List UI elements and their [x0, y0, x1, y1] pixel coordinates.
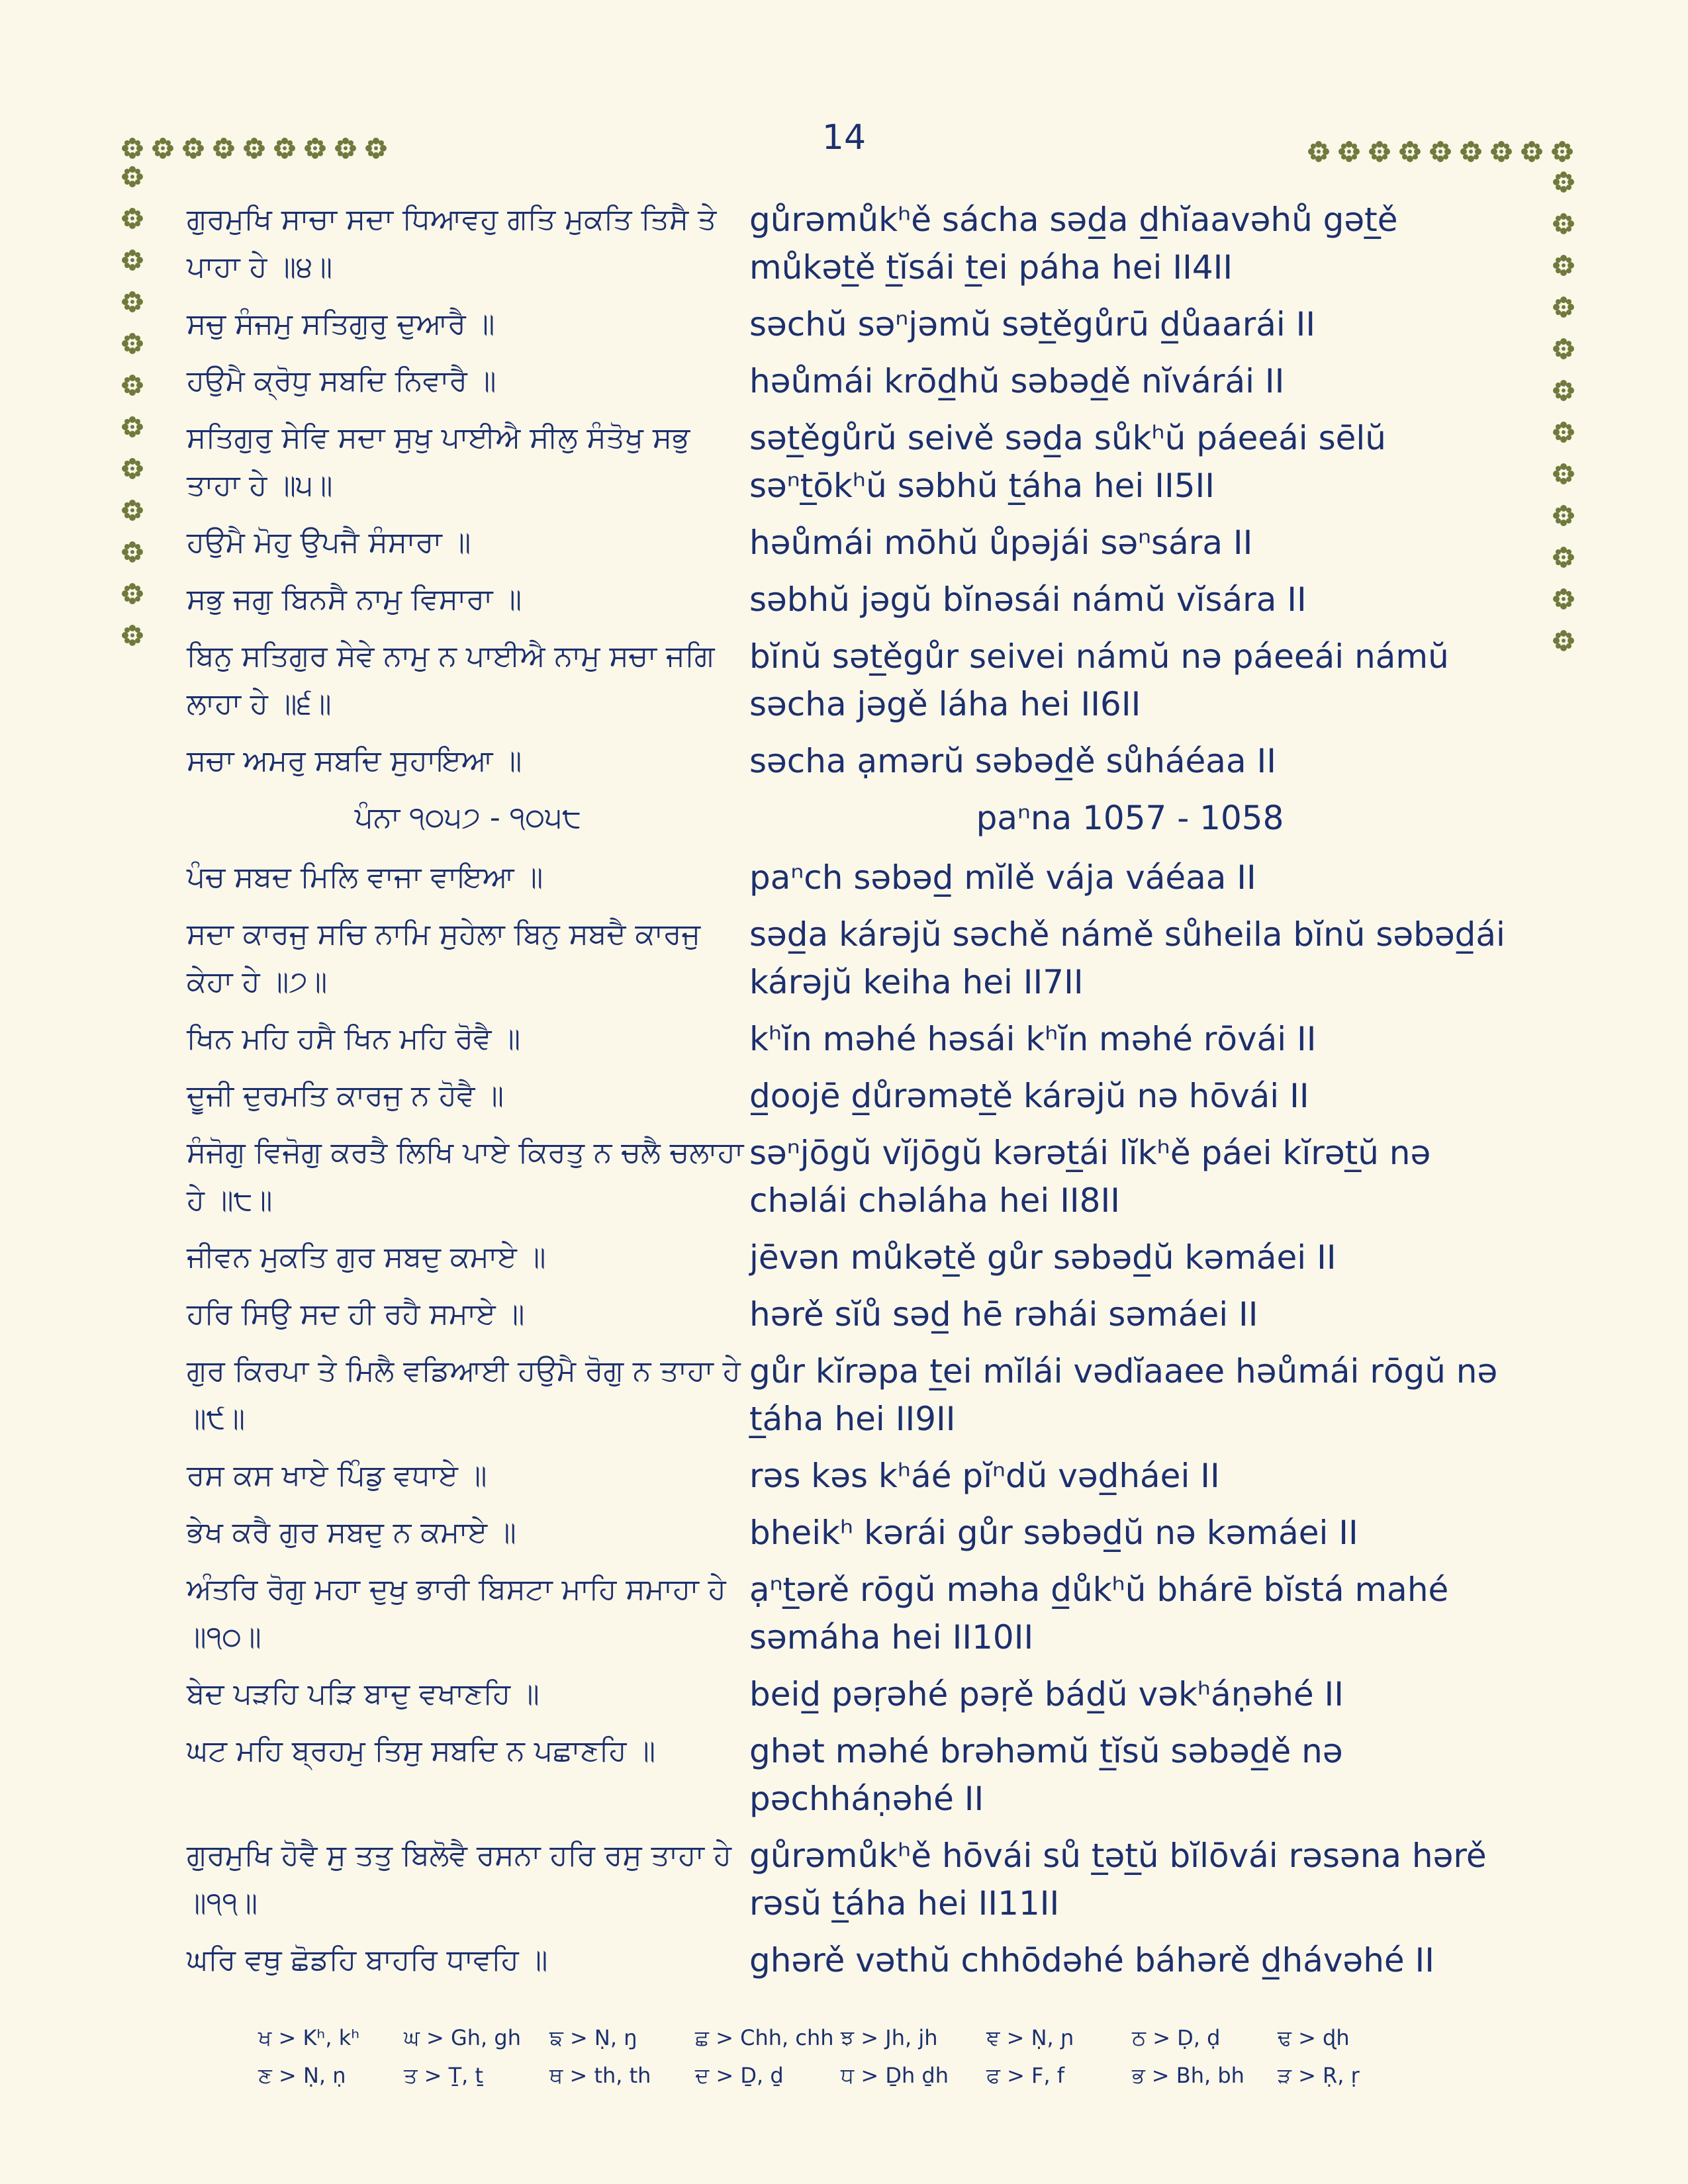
legend-item: ਛ > Chh, chh: [695, 2025, 834, 2050]
verse-row: [187, 1015, 1517, 1063]
flower-ornament-icon: [1552, 629, 1575, 652]
legend-item: ਭ > Bh, bh: [1132, 2063, 1244, 2088]
verse-row: [187, 1566, 1517, 1661]
flower-ornament-icon: [121, 249, 144, 271]
transliteration-line: səcha ạmərŭ səbəd̲ě sůháéaa II: [749, 742, 1276, 780]
transliteration-line: ghət məhé brəhəmŭ t̲ĭsŭ səbəd̲ě nə pəchháṇəhé II: [749, 1732, 1343, 1818]
gurmukhi-line: ਹਉਮੈ ਕ੍ਰੋਧੁ ਸਬਦਿ ਨਿਵਾਰੈ ॥: [187, 364, 496, 398]
transliteration-line: gůrəmůkʰě hōvái sů t̲ət̲ŭ bĭlōvái rəsəna hərě rəsŭ t̲áha hei II11II: [749, 1837, 1487, 1923]
gurmukhi-line: ਬੇਦ ਪੜਹਿ ਪੜਿ ਬਾਦੁ ਵਖਾਣਹਿ ॥: [187, 1677, 539, 1711]
legend-item: ਞ > Ṇ, ɲ: [986, 2025, 1074, 2050]
gurmukhi-line: ਹਰਿ ਸਿਉ ਸਦ ਹੀ ਰਹੈ ਸਮਾਏ ॥: [187, 1297, 525, 1331]
legend-item: ਤ > Ṯ, ṯ: [404, 2063, 484, 2088]
legend-item: ਙ > Ṇ, ŋ: [549, 2025, 637, 2050]
gurmukhi-line: ਸਭੁ ਜਗੁ ਬਿਨਸੈ ਨਾਮੁ ਵਿਸਾਰਾ ॥: [187, 582, 522, 616]
flower-ornament-icon: [152, 137, 174, 159]
flower-ornament-icon: [121, 624, 144, 647]
transliteration-line: gůr kĭrəpa t̲ei mĭlái vədĭaaee həůmái rōgŭ nə t̲áha hei II9II: [749, 1352, 1498, 1438]
gurmukhi-line: ਖਿਨ ਮਹਿ ਹਸੈ ਖਿਨ ਮਹਿ ਰੋਵੈ ॥: [187, 1022, 521, 1056]
transliteration-line: səbhŭ jəgŭ bĭnəsái námŭ vĭsára II: [749, 580, 1307, 619]
transliteration-line: d̲oojē d̲ůrəmət̲ě kárəjŭ nə hōvái II: [749, 1077, 1309, 1115]
gurmukhi-line: ਭੇਖ ਕਰੈ ਗੁਰ ਸਬਦੁ ਨ ਕਮਾਏ ॥: [187, 1516, 516, 1549]
transliteration-line: rəs kəs kʰáé pĭⁿdŭ vəd̲háei II: [749, 1457, 1220, 1495]
gurmukhi-line: ਘਟ ਮਹਿ ਬ੍ਰਹਮੁ ਤਿਸੁ ਸਬਦਿ ਨ ਪਛਾਣਹਿ ॥: [187, 1734, 656, 1768]
transliteration-line: hərě sĭů səd̲ hē rəhái səmáei II: [749, 1295, 1258, 1334]
gurmukhi-line: ਘਰਿ ਵਥੁ ਛੋਡਹਿ ਬਾਹਰਿ ਧਾਵਹਿ ॥: [187, 1943, 548, 1977]
gurmukhi-line: ਬਿਨੁ ਸਤਿਗੁਰ ਸੇਵੇ ਨਾਮੁ ਨ ਪਾਈਐ ਨਾਮੁ ਸਚਾ ਜਗਿ ਲਾਹਾ ਹੇ ॥੬॥: [187, 639, 715, 721]
transliteration-line: həůmái krōd̲hŭ səbəd̲ě nĭvárái II: [749, 362, 1285, 400]
flower-ornament-icon: [1552, 421, 1575, 443]
flower-ornament-icon: [243, 137, 265, 159]
legend-row: [258, 2063, 1450, 2089]
flower-ornament-icon: [1551, 140, 1573, 163]
verse-row: [187, 300, 1517, 348]
page-reference: [187, 794, 1517, 842]
verse-row: [187, 196, 1517, 291]
flower-ornament-icon: [1552, 463, 1575, 485]
legend-item: ਣ > Ṇ, ṇ: [258, 2063, 346, 2088]
gurmukhi-line: ਸਤਿਗੁਰੁ ਸੇਵਿ ਸਦਾ ਸੁਖੁ ਪਾਈਐ ਸੀਲੁ ਸੰਤੋਖੁ ਸਭੁ ਤਾਹਾ ਹੇ ॥੫॥: [187, 421, 690, 502]
flower-ornament-icon: [121, 374, 144, 396]
verse-row: [187, 1347, 1517, 1443]
gurmukhi-line: ਸਚੁ ਸੰਜਮੁ ਸਤਿਗੁਰੁ ਦੁਆਰੈ ॥: [187, 307, 495, 341]
transliteration-line: səⁿjōgŭ vĭjōgŭ kərət̲ái lĭkʰě páei kĭrət̲ŭ nə chəlái chəláha hei II8II: [749, 1134, 1431, 1220]
gurmukhi-line: ਅੰਤਰਿ ਰੋਗੁ ਮਹਾ ਦੁਖੁ ਭਾਰੀ ਬਿਸਟਾ ਮਾਹਿ ਸਮਾਹਾ ਹੇ ॥੧੦॥: [187, 1572, 726, 1654]
legend-item: ੜ > Ṛ, ṛ: [1278, 2063, 1360, 2088]
transliteration-line: gůrəmůkʰě sácha səd̲a d̲hĭaavəhů gət̲ě můkət̲ě t̲ĭsái t̲ei páha hei II4II: [749, 201, 1398, 287]
flower-ornament-icon: [1399, 140, 1421, 163]
transliteration-line: jēvən můkət̲ě gůr səbəd̲ŭ kəmáei II: [749, 1238, 1336, 1277]
verse-row: [187, 1291, 1517, 1338]
flower-ornament-icon: [1552, 296, 1575, 318]
verse-row: [187, 1727, 1517, 1823]
legend-item: ਧ > Ḏh ḏh: [841, 2063, 949, 2088]
flower-ornament-icon: [1521, 140, 1543, 163]
legend-item: ਥ > th, th: [549, 2063, 651, 2088]
verse-row: [187, 911, 1517, 1006]
legend-item: ਫ > F, f: [986, 2063, 1065, 2088]
flower-ornament-icon: [1552, 504, 1575, 527]
flower-ornament-icon: [121, 416, 144, 438]
verse-row: [187, 519, 1517, 567]
gurmukhi-line: ਹਉਮੈ ਮੋਹੁ ਉਪਜੈ ਸੰਸਾਰਾ ॥: [187, 525, 471, 559]
verse-row: [187, 1670, 1517, 1718]
flower-ornament-icon: [1552, 254, 1575, 277]
legend-item: ਘ > Gh, gh: [404, 2025, 521, 2050]
verse-row: [187, 576, 1517, 623]
flower-ornament-icon: [121, 137, 144, 159]
flower-ornament-icon: [334, 137, 357, 159]
verse-row: [187, 414, 1517, 510]
transliteration-line: bheikʰ kərái gůr səbəd̲ŭ nə kəmáei II: [749, 1514, 1358, 1552]
verse-row: [187, 1832, 1517, 1927]
flower-ornament-icon: [1552, 546, 1575, 569]
flower-ornament-icon: [121, 332, 144, 355]
flower-ornament-icon: [121, 582, 144, 605]
legend-item: ਠ > Ḍ, ḍ: [1132, 2025, 1221, 2050]
gurmukhi-line: ਸਦਾ ਕਾਰਜੁ ਸਚਿ ਨਾਮਿ ਸੁਹੇਲਾ ਬਿਨੁ ਸਬਦੈ ਕਾਰਜੁ ਕੇਹਾ ਹੇ ॥੭॥: [187, 917, 701, 999]
flower-ornament-icon: [1552, 588, 1575, 610]
gurmukhi-line: ਸੰਜੋਗੁ ਵਿਜੋਗੁ ਕਰਤੈ ਲਿਖਿ ਪਾਏ ਕਿਰਤੁ ਨ ਚਲੈ ਚਲਾਹਾ ਹੇ ॥੮॥: [187, 1136, 744, 1217]
transliteration-line: kʰĭn məhé həsái kʰĭn məhé rōvái II: [749, 1020, 1317, 1058]
flower-ornament-icon: [1338, 140, 1360, 163]
transliteration-line: bĭnŭ sət̲ěgůr seivei námŭ nə páeeái námŭ səcha jəgě láha hei II6II: [749, 637, 1449, 723]
flower-ornament-icon: [1368, 140, 1391, 163]
verse-row: [187, 1129, 1517, 1224]
transliteration-line: beid̲ pəṛəhé pəṛě bád̲ŭ vəkʰáṇəhé II: [749, 1675, 1344, 1713]
gurmukhi-line: ਗੁਰਮੁਖਿ ਹੋਵੈ ਸੁ ਤਤੁ ਬਿਲੋਵੈ ਰਸਨਾ ਹਰਿ ਰਸੁ ਤਾਹਾ ਹੇ ॥੧੧॥: [187, 1839, 731, 1920]
flower-ornament-icon: [1429, 140, 1452, 163]
flower-ornament-icon: [1490, 140, 1513, 163]
gurmukhi-line: ਪੰਚ ਸਬਦ ਮਿਲਿ ਵਾਜਾ ਵਾਇਆ ॥: [187, 860, 543, 894]
transliteration-legend: [258, 2025, 1450, 2101]
transliteration-line: ạⁿt̲ərě rōgŭ məha d̲ůkʰŭ bhárē bĭstá mahé səmáha hei II10II: [749, 1570, 1449, 1657]
flower-ornament-icon: [1307, 140, 1330, 163]
flower-ornament-icon: [273, 137, 296, 159]
verse-row: [187, 633, 1517, 728]
flower-ornament-icon: [121, 499, 144, 522]
flower-ornament-icon: [304, 137, 326, 159]
verse-row: [187, 854, 1517, 901]
gurmukhi-line: ਦੂਜੀ ਦੁਰਮਤਿ ਕਾਰਜੁ ਨ ਹੋਵੈ ॥: [187, 1079, 504, 1113]
flower-ornament-icon: [365, 137, 387, 159]
verse-row: [187, 357, 1517, 405]
transliteration-line: səd̲a kárəjŭ səchě námě sůheila bĭnŭ səbəd̲ái kárəjŭ keiha hei II7II: [749, 915, 1505, 1001]
flower-ornament-icon: [1552, 171, 1575, 193]
flower-ornament-icon: [212, 137, 235, 159]
legend-item: ਦ > Ḏ, ḏ: [695, 2063, 784, 2088]
flower-ornament-icon: [1460, 140, 1482, 163]
verse-row: [187, 1509, 1517, 1557]
gurmukhi-line: ਗੁਰਮੁਖਿ ਸਾਚਾ ਸਦਾ ਧਿਆਵਹੁ ਗਤਿ ਮੁਕਤਿ ਤਿਸੈ ਤੇ ਪਾਹਾ ਹੇ ॥੪॥: [187, 203, 717, 284]
flower-ornament-icon: [1552, 212, 1575, 235]
transliteration-line: səchŭ səⁿjəmŭ sət̲ěgůrū d̲ůaarái II: [749, 305, 1316, 343]
verse-row: [187, 1234, 1517, 1281]
gurmukhi-line: ਗੁਰ ਕਿਰਪਾ ਤੇ ਮਿਲੈ ਵਡਿਆਈ ਹਉਮੈ ਰੋਗੁ ਨ ਤਾਹਾ ਹੇ ॥੯॥: [187, 1354, 741, 1435]
transliteration-line: paⁿch səbəd̲ mĭlě vája váéaa II: [749, 858, 1256, 897]
flower-ornament-icon: [121, 165, 144, 188]
verse-row: [187, 737, 1517, 785]
flower-ornament-icon: [121, 207, 144, 230]
flower-ornament-icon: [1552, 338, 1575, 360]
verse-row: [187, 1936, 1517, 1984]
flower-ornament-icon: [121, 291, 144, 313]
legend-row: [258, 2025, 1450, 2051]
gurmukhi-line: ਰਸ ਕਸ ਖਾਏ ਪਿੰਡੁ ਵਧਾਏ ॥: [187, 1459, 487, 1492]
gurmukhi-line: ਸਚਾ ਅਮਰੁ ਸਬਦਿ ਸੁਹਾਇਆ ॥: [187, 744, 522, 778]
flower-ornament-icon: [121, 541, 144, 563]
legend-item: ਢ > ɖh: [1278, 2025, 1350, 2050]
legend-item: ਝ > Jh, jh: [841, 2025, 938, 2050]
transliteration-line: həůmái mōhŭ ůpəjái səⁿsára II: [749, 523, 1253, 562]
page-reference-gurmukhi: ਪੰਨਾ ੧੦੫੭ - ੧੦੫੮: [354, 801, 582, 835]
page-reference-transliteration: paⁿna 1057 - 1058: [976, 799, 1284, 837]
flower-ornament-icon: [1552, 379, 1575, 402]
flower-ornament-icon: [182, 137, 205, 159]
page-number: 14: [821, 118, 867, 158]
verse-row: [187, 1452, 1517, 1500]
verse-row: [187, 1072, 1517, 1120]
verse-table: [187, 196, 1517, 1993]
legend-item: ਖ > Kʰ, kʰ: [258, 2025, 360, 2050]
transliteration-line: sət̲ěgůrŭ seivě səd̲a sůkʰŭ páeeái sēlŭ səⁿt̲ōkʰŭ səbhŭ t̲áha hei II5II: [749, 419, 1386, 505]
gurmukhi-line: ਜੀਵਨ ਮੁਕਤਿ ਗੁਰ ਸਬਦੁ ਕਮਾਏ ॥: [187, 1240, 546, 1274]
transliteration-line: ghərě vəthŭ chhōdəhé báhərě d̲hávəhé II: [749, 1941, 1435, 1979]
flower-ornament-icon: [121, 457, 144, 480]
